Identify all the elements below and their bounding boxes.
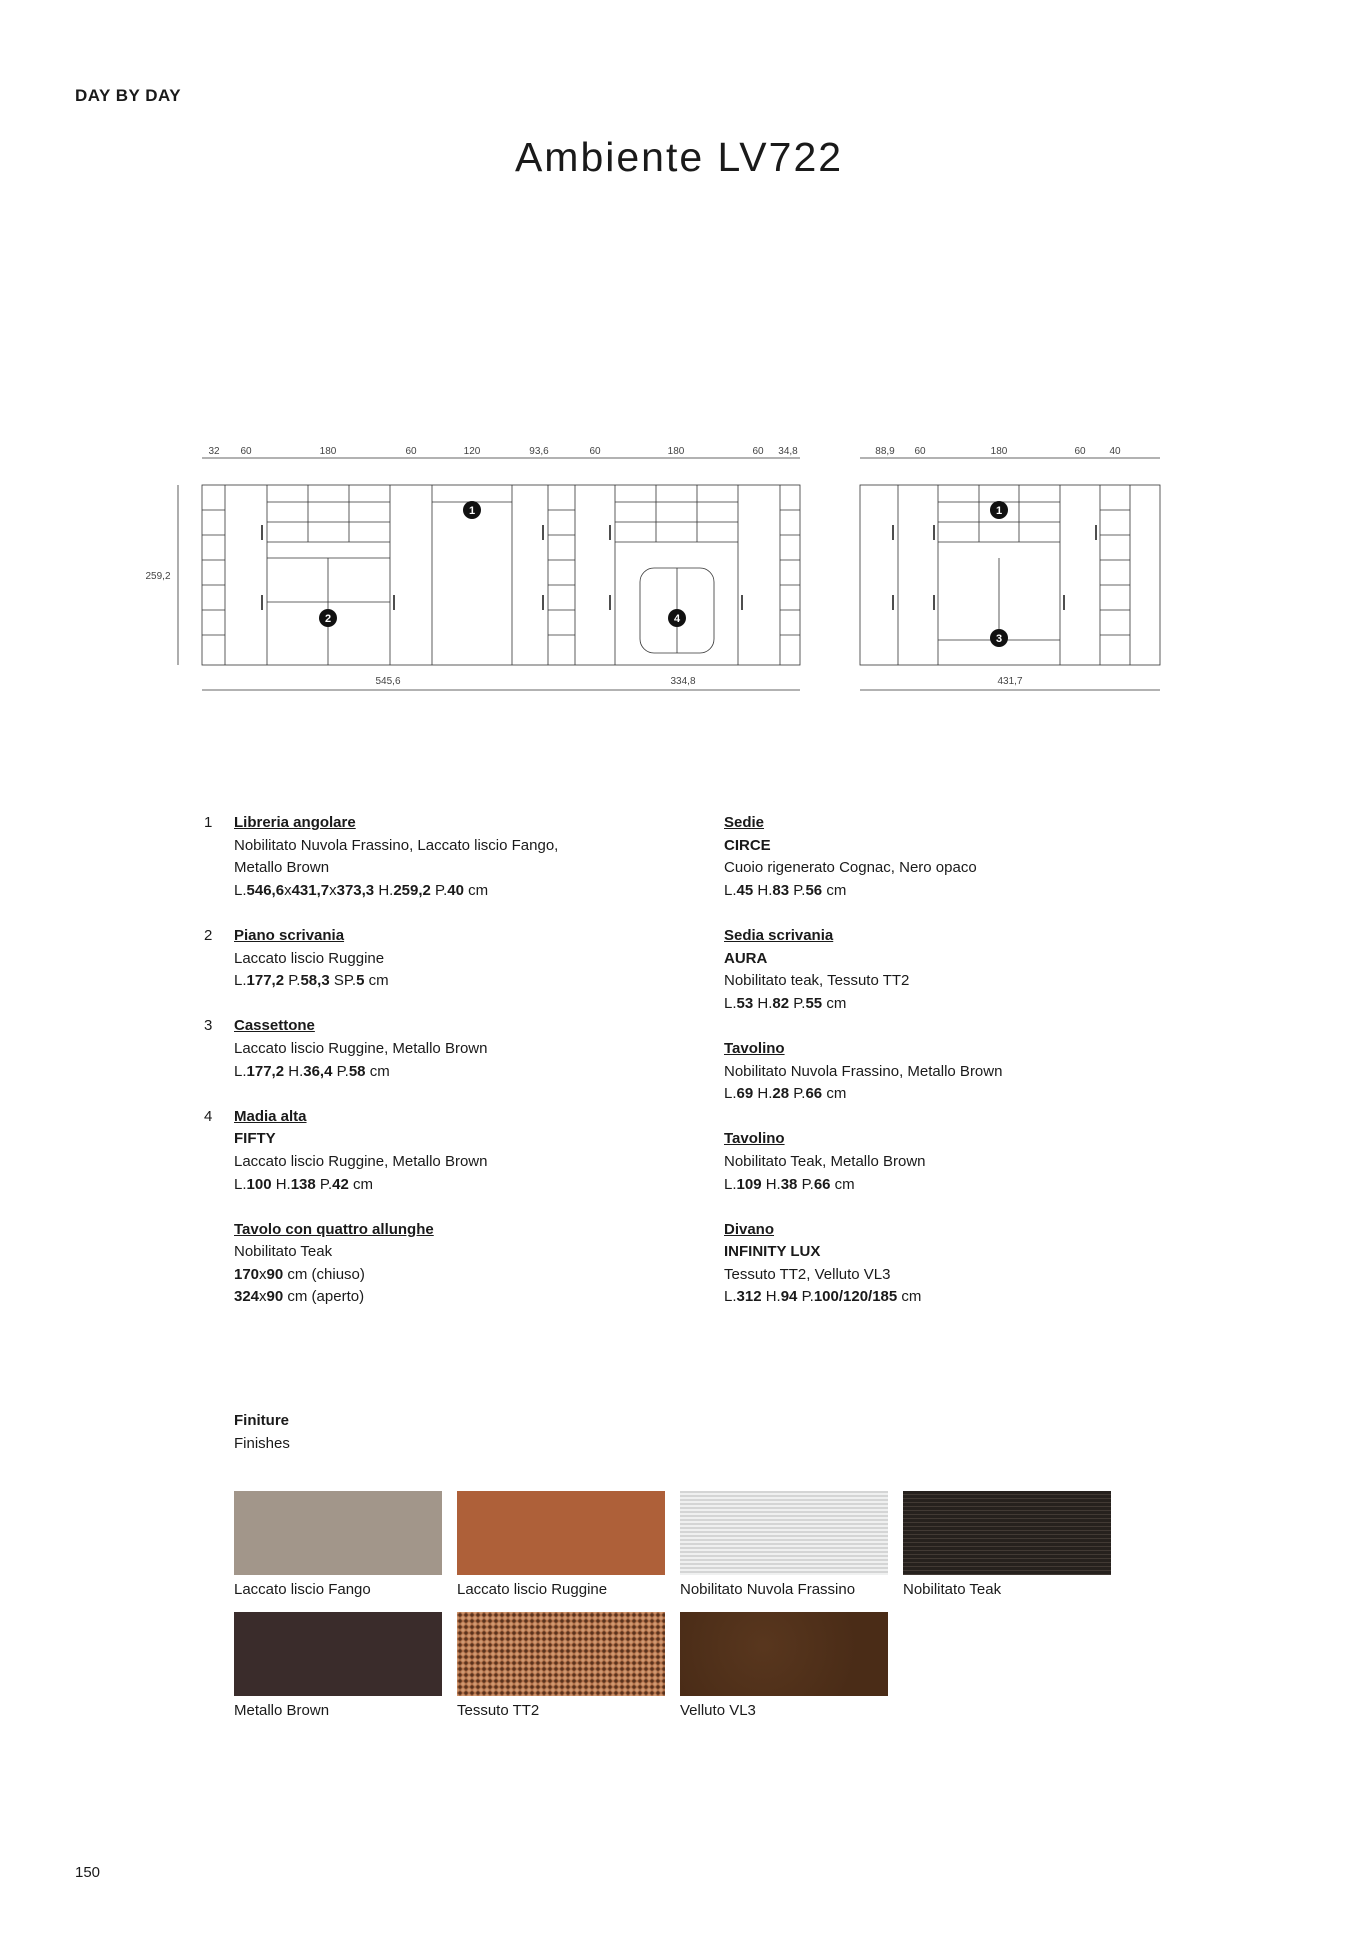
spec-dimensions: L.109 H.38 P.66 cm	[724, 1175, 855, 1193]
spec-dimensions: L.45 H.83 P.56 cm	[724, 881, 847, 899]
swatch-label: Velluto VL3	[680, 1702, 756, 1719]
dim-top-right-2: 60	[914, 446, 926, 457]
spec-item	[234, 1219, 654, 1309]
spec-material: Laccato liscio Ruggine	[234, 949, 385, 967]
dim-bottom-2: 334,8	[670, 676, 696, 687]
marker-2: 2	[324, 613, 332, 625]
marker-1a: 1	[468, 505, 476, 517]
spec-name: Libreria angolare	[234, 814, 356, 831]
swatch-label: Tessuto TT2	[457, 1702, 540, 1719]
spec-number: 3	[204, 1017, 213, 1035]
spec-model: CIRCE	[724, 836, 771, 854]
swatch-chip	[234, 1612, 442, 1696]
spec-dimensions: L.312 H.94 P.100/120/185 cm	[724, 1288, 922, 1306]
swatch-label: Metallo Brown	[234, 1702, 330, 1719]
swatch-label: Laccato liscio Ruggine	[457, 1581, 608, 1598]
spec-dimensions: L.100 H.138 P.42 cm	[234, 1175, 374, 1193]
spec-item	[724, 812, 1144, 902]
spec-number: 2	[204, 926, 213, 944]
spec-item	[724, 1038, 1144, 1106]
marker-3: 3	[995, 633, 1003, 645]
swatch-metallo-brown	[234, 1612, 442, 1719]
specs-right-column	[724, 812, 1144, 1332]
spec-material: Cuoio rigenerato Cognac, Nero opaco	[724, 859, 977, 877]
swatch-chip	[234, 1491, 442, 1575]
dim-top-left-6: 93,6	[529, 446, 549, 457]
spec-name: Madia alta	[234, 1107, 307, 1125]
dim-top-left-3: 180	[319, 446, 337, 457]
elevation-svg	[130, 440, 1180, 700]
swatch-fango	[234, 1491, 442, 1598]
spec-material: Nobilitato teak, Tessuto TT2	[724, 972, 910, 990]
finishes-header	[234, 1410, 290, 1455]
swatch-label: Laccato liscio Fango	[234, 1581, 371, 1598]
spec-material: Metallo Brown	[234, 859, 330, 877]
spec-dimensions: L.69 H.28 P.66 cm	[724, 1085, 847, 1103]
dim-top-left-8: 180	[667, 446, 685, 457]
spec-name: Tavolino	[724, 1039, 785, 1057]
spec-dimensions: L.177,2 H.36,4 P.58 cm	[234, 1062, 390, 1080]
swatch-label: Nobilitato Teak	[903, 1581, 1002, 1598]
swatch-chip	[903, 1491, 1111, 1575]
spec-material: Nobilitato Nuvola Frassino, Laccato liscio Fango,	[234, 836, 559, 854]
dim-top-left-10: 34,8	[778, 446, 798, 457]
dim-bottom-1: 545,6	[375, 676, 401, 687]
dim-top-right-5: 40	[1109, 446, 1121, 457]
technical-drawing	[130, 440, 1180, 700]
swatch-chip	[680, 1612, 888, 1696]
spec-number: 1	[204, 814, 213, 831]
spec-name: Sedia scrivania	[724, 926, 834, 944]
brand-label: DAY BY DAY	[75, 86, 182, 105]
page-title: Ambiente LV722	[514, 134, 844, 180]
swatch-chip	[457, 1491, 665, 1575]
spec-item	[724, 1219, 1144, 1309]
spec-item	[724, 925, 1144, 1015]
dim-top-left-5: 120	[463, 446, 481, 457]
dim-bottom-3: 431,7	[997, 676, 1023, 687]
dim-top-right-1: 88,9	[875, 446, 895, 457]
finishes-subtitle: Finishes	[234, 1434, 290, 1452]
specs-left-column	[204, 812, 654, 1332]
spec-item	[204, 1106, 654, 1196]
spec-name: Tavolo con quattro allunghe	[234, 1220, 434, 1238]
spec-material: Laccato liscio Ruggine, Metallo Brown	[234, 1152, 488, 1170]
spec-material: Tessuto TT2, Velluto VL3	[724, 1265, 891, 1283]
spec-material: Nobilitato Nuvola Frassino, Metallo Brown	[724, 1062, 1003, 1080]
swatch-chip	[680, 1491, 888, 1575]
spec-material: Laccato liscio Ruggine, Metallo Brown	[234, 1039, 488, 1057]
spec-dimensions: 170x90 cm (chiuso)	[234, 1265, 365, 1283]
spec-dimensions: L.177,2 P.58,3 SP.5 cm	[234, 972, 389, 990]
swatch-nuvola-frassino	[680, 1491, 888, 1598]
spec-name: Cassettone	[234, 1017, 315, 1035]
spec-item	[204, 812, 654, 902]
spec-model: INFINITY LUX	[724, 1243, 821, 1261]
swatch-velluto-vl3	[680, 1612, 888, 1719]
spec-dimensions: L.53 H.82 P.55 cm	[724, 994, 847, 1012]
swatch-label: Nobilitato Nuvola Frassino	[680, 1581, 856, 1598]
marker-4: 4	[673, 613, 681, 625]
dim-height: 259,2	[145, 571, 171, 582]
finishes-title: Finiture	[234, 1412, 289, 1429]
spec-number: 4	[204, 1107, 213, 1125]
swatch-ruggine	[457, 1491, 665, 1598]
dim-top-left-9: 60	[752, 446, 764, 457]
swatch-chip	[457, 1612, 665, 1696]
spec-name: Tavolino	[724, 1130, 785, 1148]
spec-material: Nobilitato Teak, Metallo Brown	[724, 1152, 926, 1170]
spec-item	[724, 1128, 1144, 1196]
spec-dimensions: L.546,6x431,7x373,3 H.259,2 P.40 cm	[234, 881, 489, 899]
dim-top-left-4: 60	[405, 446, 417, 457]
swatch-tessuto-tt2	[457, 1612, 665, 1719]
spec-name: Sedie	[724, 814, 765, 831]
spec-name: Piano scrivania	[234, 926, 345, 944]
spec-item	[204, 925, 654, 993]
spec-model: FIFTY	[234, 1130, 276, 1148]
swatch-teak	[903, 1491, 1111, 1598]
dim-top-left-1: 32	[208, 446, 220, 457]
spec-name: Divano	[724, 1220, 775, 1238]
spec-material: Nobilitato Teak	[234, 1243, 333, 1261]
dim-top-left-2: 60	[240, 446, 252, 457]
dim-top-right-3: 180	[990, 446, 1008, 457]
marker-1b: 1	[995, 505, 1003, 517]
dim-top-right-4: 60	[1074, 446, 1086, 457]
page-number: 150	[75, 1864, 101, 1881]
spec-model: AURA	[724, 949, 768, 967]
spec-item	[204, 1015, 654, 1083]
spec-dimensions-open: 324x90 cm (aperto)	[234, 1288, 365, 1306]
dim-top-left-7: 60	[589, 446, 601, 457]
